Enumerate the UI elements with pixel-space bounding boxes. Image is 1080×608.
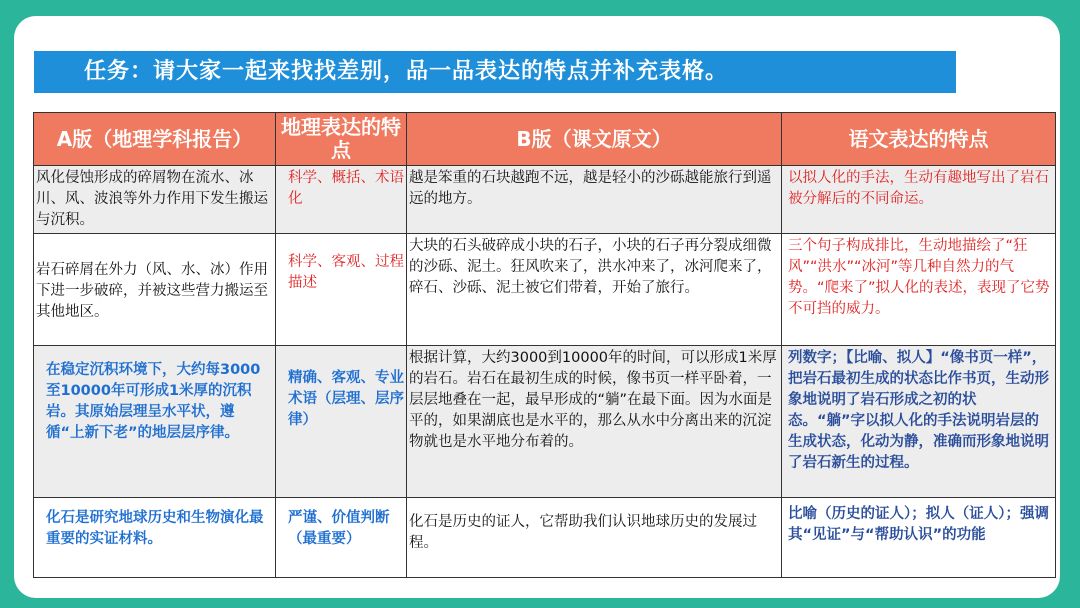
cell-geo-features: 科学、概括、术语化: [276, 166, 407, 234]
table-row: [34, 346, 1056, 498]
cell-a-version: 风化侵蚀形成的碎屑物在流水、冰川、风、波浪等外力作用下发生搬运与沉积。: [34, 166, 276, 234]
header-chinese-features: 语文表达的特点: [782, 113, 1056, 166]
cell-a-version: 岩石碎屑在外力（风、水、冰）作用下进一步破碎，并被这些营力搬运至其他地区。: [34, 234, 276, 346]
cell-b-version: 化石是历史的证人，它帮助我们认识地球历史的发展过程。: [407, 498, 782, 578]
cell-chinese-features: 以拟人化的手法，生动有趣地写出了岩石被分解后的不同命运。: [782, 166, 1056, 234]
table-row: [34, 498, 1056, 578]
cell-chinese-features: 列数字；【比喻、拟人】“像书页一样”，把岩石最初生成的状态比作书页，生动形象地说明了岩石形成之初的状态。“躺”字以拟人化的手法说明岩层的生成状态，化动为静，准确而形象地说明了岩石新生的过程。: [782, 346, 1056, 498]
cell-chinese-features: 比喻（历史的证人）；拟人（证人）；强调其“见证”与“帮助认识”的功能: [782, 498, 1056, 578]
task-banner: [34, 51, 956, 93]
cell-a-version: 化石是研究地球历史和生物演化最重要的实证材料。: [34, 498, 276, 578]
cell-geo-features: 严谨、价值判断（最重要）: [276, 498, 407, 578]
table-row: [34, 166, 1056, 234]
table-header-row: [34, 113, 1056, 166]
cell-a-version: 在稳定沉积环境下，大约每3000至10000年可形成1米厚的沉积岩。其原始层理呈水平状，遵循“上新下老”的地层层序律。: [34, 346, 276, 498]
header-b-version: B版（课文原文）: [407, 113, 782, 166]
header-geo-features: 地理表达的特点: [276, 113, 407, 166]
cell-b-version: 大块的石头破碎成小块的石子，小块的石子再分裂成细微的沙砾、泥土。狂风吹来了，洪水冲来了，冰河爬来了，碎石、沙砾、泥土被它们带着，开始了旅行。: [407, 234, 782, 346]
cell-b-version: 越是笨重的石块越跑不远，越是轻小的沙砾越能旅行到遥远的地方。: [407, 166, 782, 234]
cell-chinese-features: 三个句子构成排比，生动地描绘了“狂风”“洪水”“冰河”等几种自然力的气势。“爬来了”拟人化的表述，表现了它势不可挡的威力。: [782, 234, 1056, 346]
task-title: 任务：请大家一起来找找差别，品一品表达的特点并补充表格。: [84, 59, 729, 84]
cell-b-version: 根据计算，大约3000到10000年的时间，可以形成1米厚的岩石。岩石在最初生成的时候，像书页一样平卧着，一层层地叠在一起，最早形成的“躺”在最下面。因为水面是平的，如果湖底也是水平的，那么从水中分离出来的沉淀物就也是水平地分布着的。: [407, 346, 782, 498]
cell-geo-features: 精确、客观、专业术语（层理、层序律）: [276, 346, 407, 498]
table-row: [34, 234, 1056, 346]
comparison-table: [33, 112, 1056, 578]
header-a-version: A版（地理学科报告）: [34, 113, 276, 166]
cell-geo-features: 科学、客观、过程描述: [276, 234, 407, 346]
